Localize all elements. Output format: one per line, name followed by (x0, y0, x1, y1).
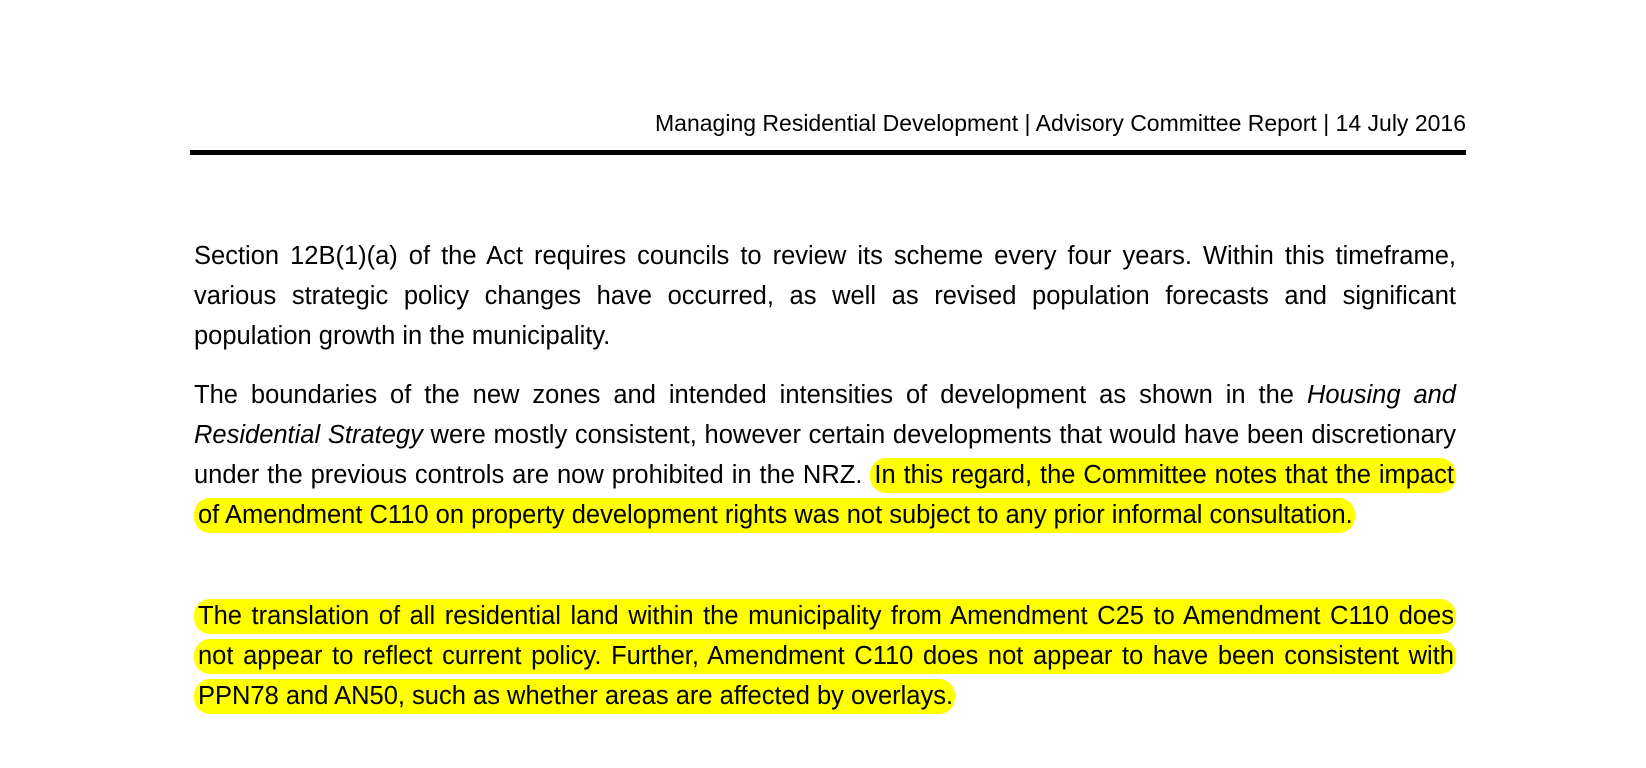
paragraph-text-middle: were mostly consistent, however certain developments that would have been discretionary under the previous controls are now prohibited in the NRZ. (194, 421, 1456, 489)
paragraph-section-12b (194, 236, 1456, 356)
strategy-title: Housing and Residential Strategy (194, 381, 1456, 449)
paragraph-text: Section 12B(1)(a) of the Act requires councils to review its scheme every four years. Within this timeframe, various strategic policy changes have occurred, as well as revised population forecasts and significant population growth in the municipality. (194, 242, 1456, 350)
running-header: Managing Residential Development | Advisory Committee Report | 14 July 2016 (655, 110, 1466, 136)
paragraph-text-start: The boundaries of the new zones and intended intensities of development as shown in the (194, 381, 1307, 409)
header-rule (190, 150, 1466, 155)
paragraph-zone-boundaries (194, 375, 1456, 535)
paragraph-translation (194, 596, 1456, 716)
highlighted-text[interactable]: In this regard, the Committee notes that the impact of Amendment C110 on property development rights was not subject to any prior informal consultation. (194, 458, 1456, 533)
highlighted-text[interactable]: The translation of all residential land within the municipality from Amendment C25 to Amendment C110 does not appear to reflect current policy. Further, Amendment C110 does not appear to have been consistent with PPN78 and AN50, such as whether areas are affected by overlays. (194, 599, 1456, 714)
